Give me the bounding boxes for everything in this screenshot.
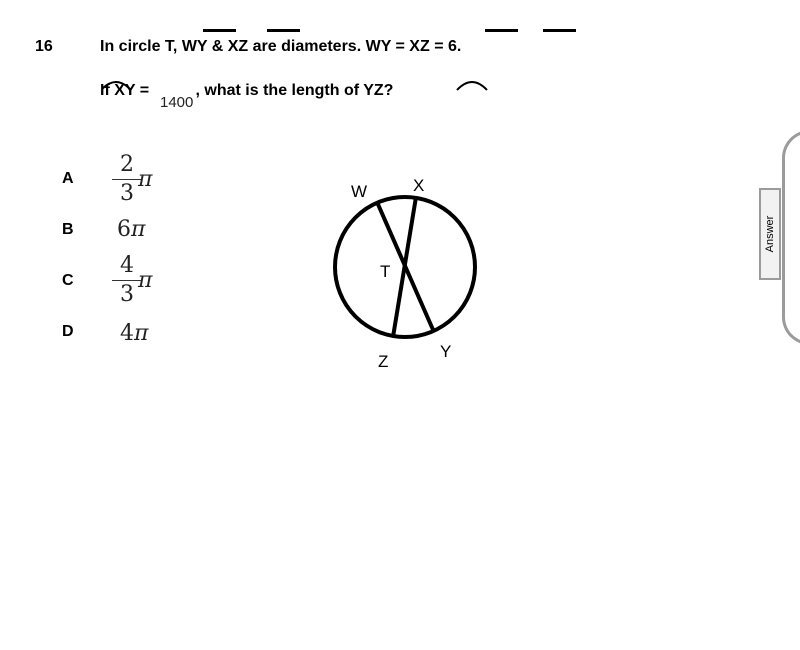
circle-diagram bbox=[320, 185, 490, 345]
choice-d-coefficient: 4 bbox=[120, 321, 134, 346]
answer-panel-edge[interactable] bbox=[782, 130, 800, 345]
segment-overbar-xz-2 bbox=[543, 29, 576, 32]
point-label-y: Y bbox=[440, 342, 452, 361]
point-label-z: Z bbox=[378, 352, 389, 371]
line2-suffix: , what is the length of YZ? bbox=[195, 82, 394, 99]
choice-b-coefficient: 6 bbox=[117, 217, 131, 242]
choice-b-pi: π bbox=[131, 217, 146, 242]
answer-tab[interactable] bbox=[759, 188, 781, 280]
arc-measure: 1400 bbox=[160, 94, 194, 111]
line2-prefix: If XY = bbox=[100, 82, 154, 99]
choice-letter-a[interactable]: A bbox=[62, 170, 74, 187]
segment-overbar-wy-2 bbox=[485, 29, 518, 32]
question-number: 16 bbox=[35, 38, 53, 55]
question-line-1: In circle T, WY & XZ are diameters. WY = XZ = 6. bbox=[100, 38, 462, 55]
choice-letter-c[interactable]: C bbox=[62, 272, 74, 289]
choice-a-numerator: 2 bbox=[120, 152, 134, 177]
arc-symbol-xy-icon bbox=[100, 78, 132, 90]
choice-letter-d[interactable]: D bbox=[62, 323, 74, 340]
choice-letter-b[interactable]: B bbox=[62, 221, 74, 238]
point-label-t: T bbox=[380, 262, 391, 281]
point-label-w: W bbox=[351, 182, 368, 201]
choice-d-value[interactable] bbox=[120, 321, 148, 346]
segment-overbar-wy-1 bbox=[203, 29, 236, 32]
choice-b-value[interactable] bbox=[117, 217, 145, 242]
choice-a-denominator: 3 bbox=[120, 181, 134, 206]
point-label-x: X bbox=[413, 176, 425, 195]
choice-c-pi: π bbox=[138, 268, 153, 293]
diameter-xz bbox=[393, 197, 416, 337]
answer-tab-label: Answer bbox=[764, 215, 776, 253]
choice-a-pi: π bbox=[138, 167, 153, 192]
choice-c-numerator: 4 bbox=[120, 253, 134, 278]
arc-symbol-yz-icon bbox=[455, 78, 489, 92]
choice-d-pi: π bbox=[134, 321, 149, 346]
choice-c-denominator: 3 bbox=[120, 282, 134, 307]
question-line-2 bbox=[100, 82, 393, 100]
segment-overbar-xz-1 bbox=[267, 29, 300, 32]
